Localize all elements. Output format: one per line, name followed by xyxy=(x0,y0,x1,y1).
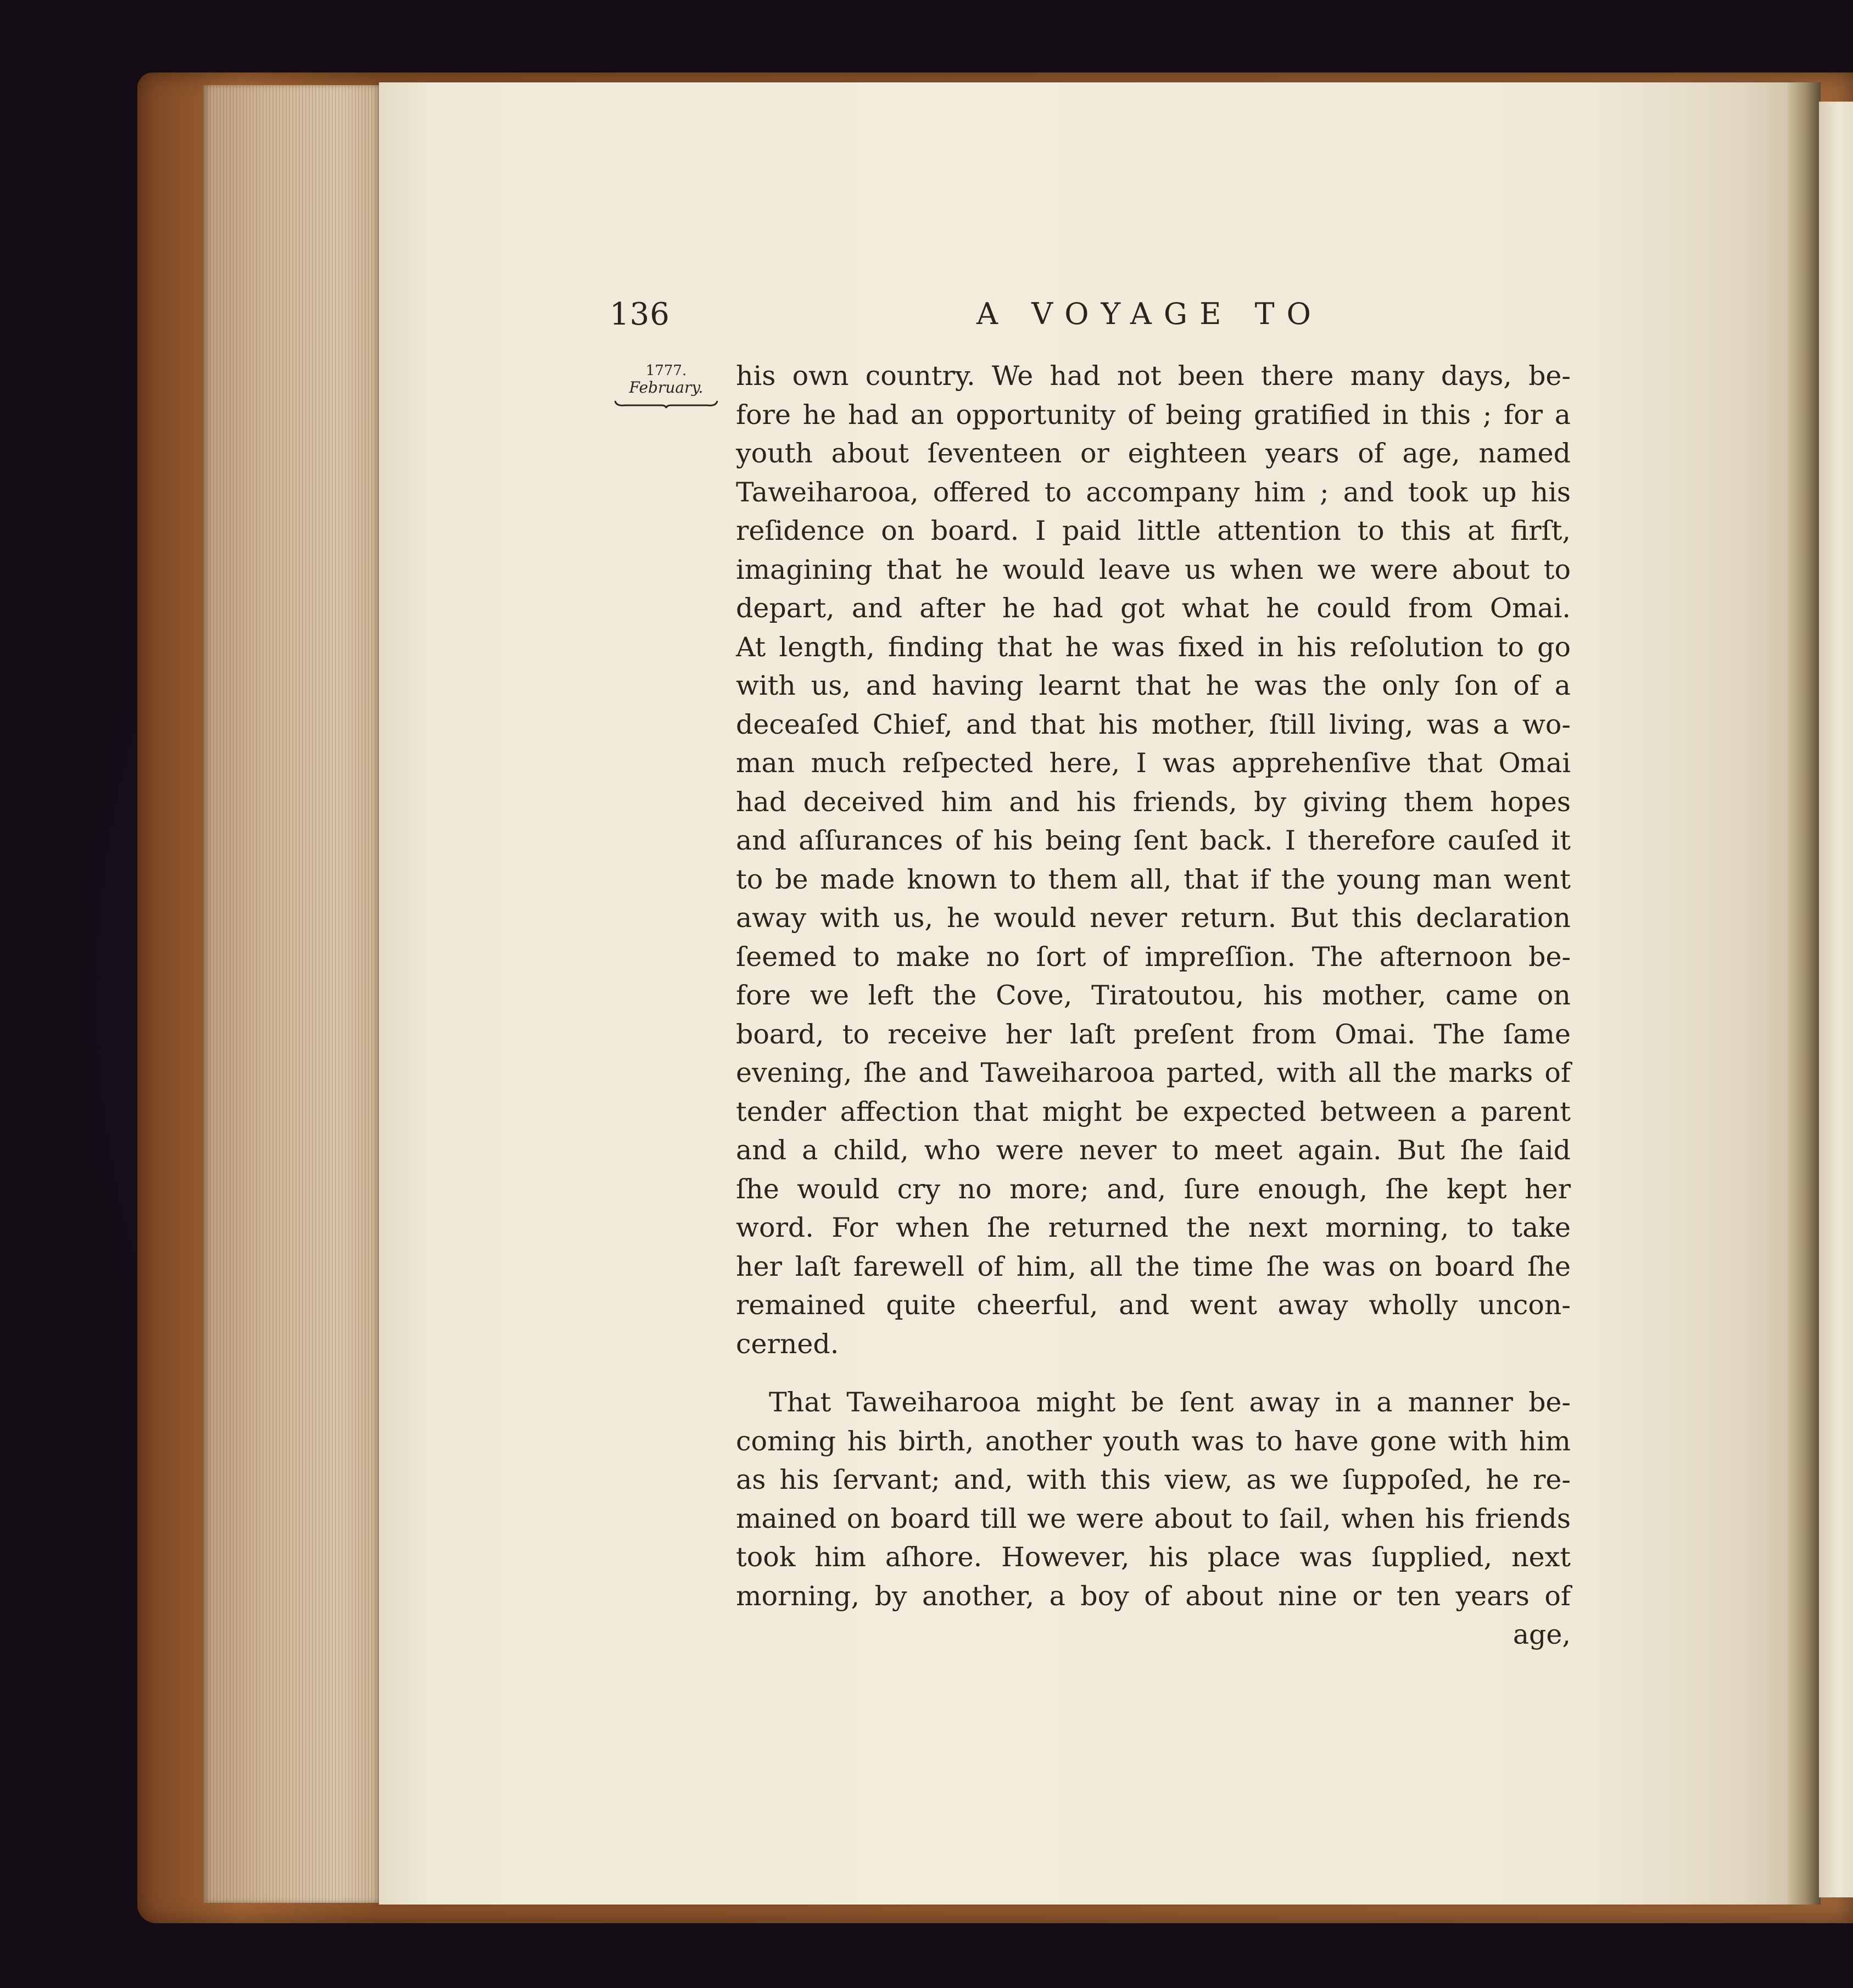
page-edges xyxy=(203,85,384,1903)
facing-page-edge xyxy=(1819,102,1853,1897)
text-line: as his ſervant; and, with this view, as we ſuppoſed, he re- xyxy=(736,1464,1571,1495)
text-line: with us, and having learnt that he was the only ſon of a xyxy=(736,670,1571,701)
text-line: reſidence on board. I paid little attention to this at firſt, xyxy=(736,515,1571,546)
text-line: tender affection that might be expected between a parent xyxy=(736,1096,1571,1127)
paragraph-2 xyxy=(736,1383,1571,1616)
catchword: age, xyxy=(1512,1619,1571,1650)
text-line: coming his birth, another youth was to have gone with him xyxy=(736,1425,1571,1457)
text-line: fore we left the Cove, Tiratoutou, his mother, came on xyxy=(736,980,1571,1011)
text-line: away with us, he would never return. But this declaration xyxy=(736,902,1571,934)
marginal-date-note xyxy=(603,362,729,409)
gutter-shadow xyxy=(1788,82,1821,1905)
paragraph-spacer xyxy=(736,1364,1571,1383)
text-line: and aſſurances of his being ſent back. I therefore cauſed it xyxy=(736,825,1571,856)
text-line: Taweiharooa, offered to accompany him ; and took up his xyxy=(736,476,1571,508)
text-line: had deceived him and his friends, by giving them hopes xyxy=(736,786,1571,818)
text-line: cerned. xyxy=(736,1328,839,1360)
text-line: deceaſed Chief, and that his mother, ſtill living, was a wo- xyxy=(736,708,1571,740)
text-line: board, to receive her laſt preſent from Omai. The ſame xyxy=(736,1018,1571,1050)
paragraph-1 xyxy=(736,357,1571,1364)
text-line: ſhe would cry no more; and, ſure enough, ſhe kept her xyxy=(736,1173,1571,1205)
text-line: mained on board till we were about to ſail, when his friends xyxy=(736,1503,1571,1534)
marginal-year: 1777. xyxy=(645,362,687,379)
text-line: took him aſhore. However, his place was ſupplied, next xyxy=(736,1542,1571,1573)
text-line: That Taweiharooa might be ſent away in a manner be- xyxy=(769,1387,1571,1418)
brace-ornament xyxy=(614,400,718,409)
text-line: fore he had an opportunity of being gratified in this ; for a xyxy=(736,399,1571,431)
text-line: depart, and after he had got what he could from Omai. xyxy=(736,593,1571,624)
text-line: remained quite cheerful, and went away wholly uncon- xyxy=(736,1289,1571,1321)
text-line: man much reſpected here, I was apprehenſive that Omai xyxy=(736,747,1571,779)
running-title: A VOYAGE TO xyxy=(976,297,1323,331)
running-head xyxy=(610,297,1626,340)
page-number: 136 xyxy=(610,297,670,332)
text-line: At length, finding that he was fixed in his reſolution to go xyxy=(736,631,1571,663)
text-line: youth about ſeventeen or eighteen years of age, named xyxy=(736,438,1571,469)
marginal-month: February. xyxy=(629,378,704,397)
text-line: ſeemed to make no ſort of impreſſion. The afternoon be- xyxy=(736,941,1571,973)
text-line: imagining that he would leave us when we were about to xyxy=(736,554,1571,585)
text-line: her laſt farewell of him, all the time ſhe was on board ſhe xyxy=(736,1250,1571,1282)
text-line: to be made known to them all, that if the young man went xyxy=(736,863,1571,895)
text-line: evening, ſhe and Taweiharooa parted, with all the marks of xyxy=(736,1057,1571,1088)
text-line: morning, by another, a boy of about nine or ten years of xyxy=(736,1580,1571,1612)
body-text xyxy=(736,357,1571,1655)
text-line: word. For when ſhe returned the next morning, to take xyxy=(736,1212,1571,1243)
text-line: his own country. We had not been there many days, be- xyxy=(736,360,1571,392)
text-line: and a child, who were never to meet again. But ſhe ſaid xyxy=(736,1135,1571,1166)
